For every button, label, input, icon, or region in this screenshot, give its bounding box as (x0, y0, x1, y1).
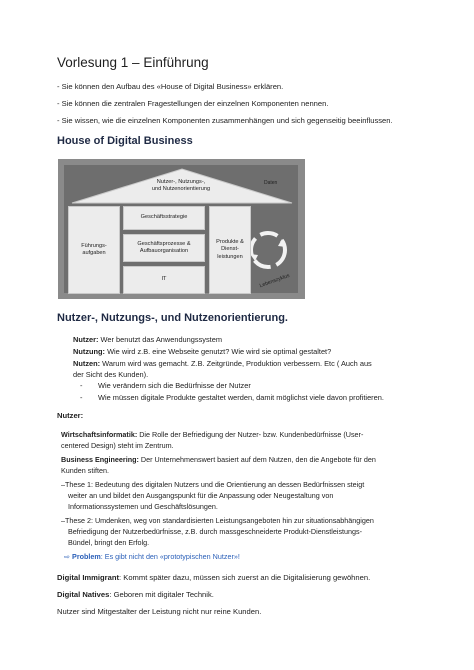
definition-line: Nutzung: Wie wird z.B. eine Webseite genutzt? Wie wird sie optimal gestaltet? (73, 347, 332, 356)
closing-line: Nutzer sind Mitgestalter der Leistung nicht nur reine Kunden. (57, 607, 262, 616)
immigrant-line: Digital Immigrant: Kommt später dazu, müssen sich zuerst an die Digitalisierung gewöhnen. (57, 573, 371, 582)
section-heading: Nutzer-, Nutzungs-, und Nutzenorientierung. (57, 312, 288, 324)
sub-bullet: Wie müssen digitale Produkte gestaltet werden, damit möglichst viele davon profitieren. (98, 393, 384, 402)
native-line: Digital Natives: Geboren mit digitaler Technik. (57, 590, 214, 599)
goal-item: - Sie können die zentralen Fragestellungen der einzelnen Komponenten nennen. (57, 99, 329, 108)
sub-bullet: Wie verändern sich die Bedürfnisse der Nutzer (98, 381, 251, 390)
wi-line: centered Design) steht im Zentrum. (61, 441, 174, 450)
produkte-box: Produkte & Dienst- leistungen (209, 206, 251, 294)
daten-label: Daten (264, 180, 278, 186)
these2-line: Befriedigung der Nutzerbedürfnisse, z.B. durch massgeschneiderte Produkt-Dienstleistungs- (68, 527, 363, 536)
sub-bullet-marker: - (80, 381, 83, 390)
be-line: Business Engineering: Der Unternehmenswert basiert auf dem Nutzen, den die Angebote für den (61, 455, 376, 464)
geschaeftsstrategie-box: Geschäftsstrategie (123, 206, 205, 230)
house-heading: House of Digital Business (57, 135, 193, 147)
roof-label: Nutzer-, Nutzungs-, und Nutzenorientierung (151, 178, 211, 192)
goal-item: - Sie können den Aufbau des «House of Digital Business» erklären. (57, 82, 284, 91)
these1-line: weiter an und bildet den Ausgangspunkt für die Anpassung oder Neugestaltung von (68, 491, 334, 500)
wi-line: Wirtschaftsinformatik: Die Rolle der Befriedigung der Nutzer- bzw. Kundenbedürfnisse (User- (61, 430, 364, 439)
definition-line: Nutzer: Wer benutzt das Anwendungssystem (73, 335, 222, 344)
goal-item: - Sie wissen, wie die einzelnen Komponenten zusammenhängen und sich gegenseitig beeinflussen. (57, 116, 393, 125)
these2-line: Bündel, bringt den Erfolg. (68, 538, 150, 547)
be-line: Kunden stiften. (61, 466, 109, 475)
lifecycle-icon (250, 233, 286, 267)
fuehrungsaufgaben-box: Führungs- aufgaben (68, 206, 120, 294)
definition-line: der Sicht des Kunden). (73, 370, 149, 379)
page-title: Vorlesung 1 – Einführung (57, 55, 209, 70)
arrow-right-icon: ⇨ (64, 552, 71, 561)
sub-bullet-marker: - (80, 393, 83, 402)
problem-line: ⇨ Problem: Es gibt nicht den «prototypischen Nutzer»! (64, 552, 240, 561)
these1-line: Informationssystemen und Geschäftslösungen. (68, 502, 218, 511)
nutzer-heading: Nutzer: (57, 411, 84, 420)
house-diagram (58, 159, 305, 299)
geschaeftsprozesse-box: Geschäftsprozesse & Aufbauorganisation (123, 234, 205, 262)
definition-line: Nutzen: Warum wird was gemacht. Z.B. Zeitgründe, Produktion verbessern. Etc ( Auch aus (73, 359, 372, 368)
it-box: IT (123, 266, 205, 294)
these1-line: –These 1: Bedeutung des digitalen Nutzers und die Orientierung an dessen Bedürfnissen steigt (61, 480, 365, 489)
these2-line: –These 2: Umdenken, weg von standardisierten Leistungsangeboten hin zur situationsabhängigen (61, 516, 374, 525)
lebenszyklus-label: Lebenszyklus (258, 272, 291, 290)
